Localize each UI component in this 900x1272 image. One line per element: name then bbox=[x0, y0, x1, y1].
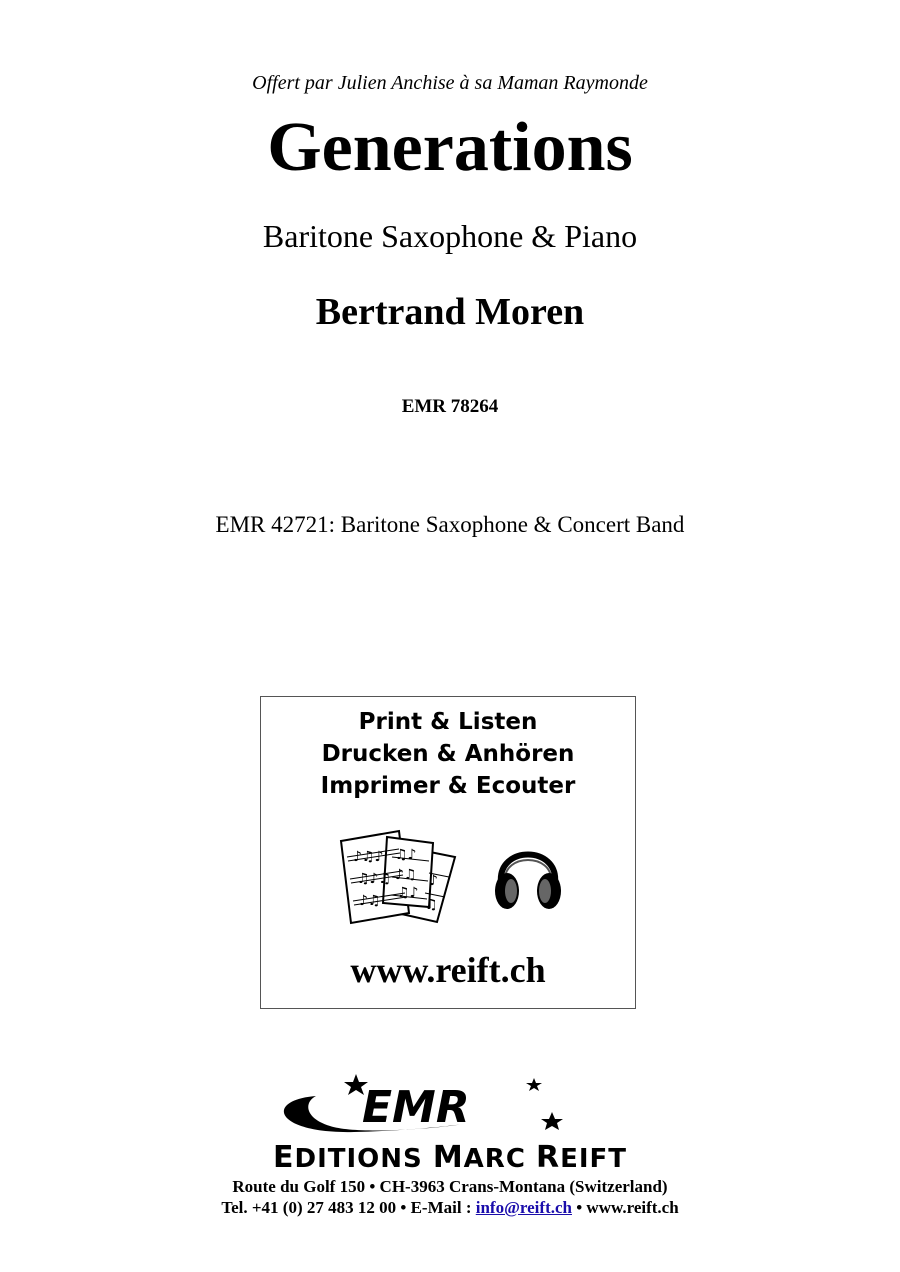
page-title: Generations bbox=[267, 109, 633, 186]
promo-line-german: Drucken & Anhören bbox=[321, 741, 575, 767]
svg-text:♫♪: ♫♪ bbox=[395, 847, 417, 863]
svg-text:♪♫: ♪♫ bbox=[395, 867, 417, 883]
publisher-address: Route du Golf 150 • CH-3963 Crans-Montana (Switzerland) bbox=[232, 1177, 668, 1196]
publisher-contact: Tel. +41 (0) 27 483 12 00 • E-Mail : info@reift.ch • www.reift.ch bbox=[221, 1198, 679, 1217]
instrumentation: Baritone Saxophone & Piano bbox=[262, 218, 638, 254]
svg-text:♫♪♫: ♫♪♫ bbox=[357, 871, 392, 887]
sheet-music-icon bbox=[337, 827, 467, 927]
svg-text:♪♫: ♪♫ bbox=[359, 893, 381, 909]
composer: Bertrand Moren bbox=[315, 291, 585, 333]
promo-website: www.reift.ch bbox=[350, 950, 546, 990]
svg-text:♪: ♪ bbox=[429, 873, 438, 889]
catalog-number: EMR 78264 bbox=[401, 396, 499, 417]
print-listen-box bbox=[260, 696, 636, 1009]
emr-logo bbox=[234, 1072, 674, 1138]
email-link[interactable]: info@reift.ch bbox=[475, 1198, 572, 1217]
logo-text: EMR bbox=[362, 1082, 470, 1133]
promo-line-english: Print & Listen bbox=[358, 709, 538, 735]
svg-text:♫♪: ♫♪ bbox=[397, 885, 419, 901]
publisher-name: EDITIONS MARC REIFT bbox=[273, 1140, 627, 1175]
svg-text:♫: ♫ bbox=[425, 897, 438, 913]
alternate-edition: EMR 42721: Baritone Saxophone & Concert Band bbox=[215, 512, 685, 537]
headphones-icon bbox=[493, 835, 563, 915]
promo-line-french: Imprimer & Ecouter bbox=[320, 773, 576, 799]
dedication: Offert par Julien Anchise à sa Maman Raymonde bbox=[252, 72, 648, 94]
svg-text:♪♫♪: ♪♫♪ bbox=[353, 849, 384, 865]
